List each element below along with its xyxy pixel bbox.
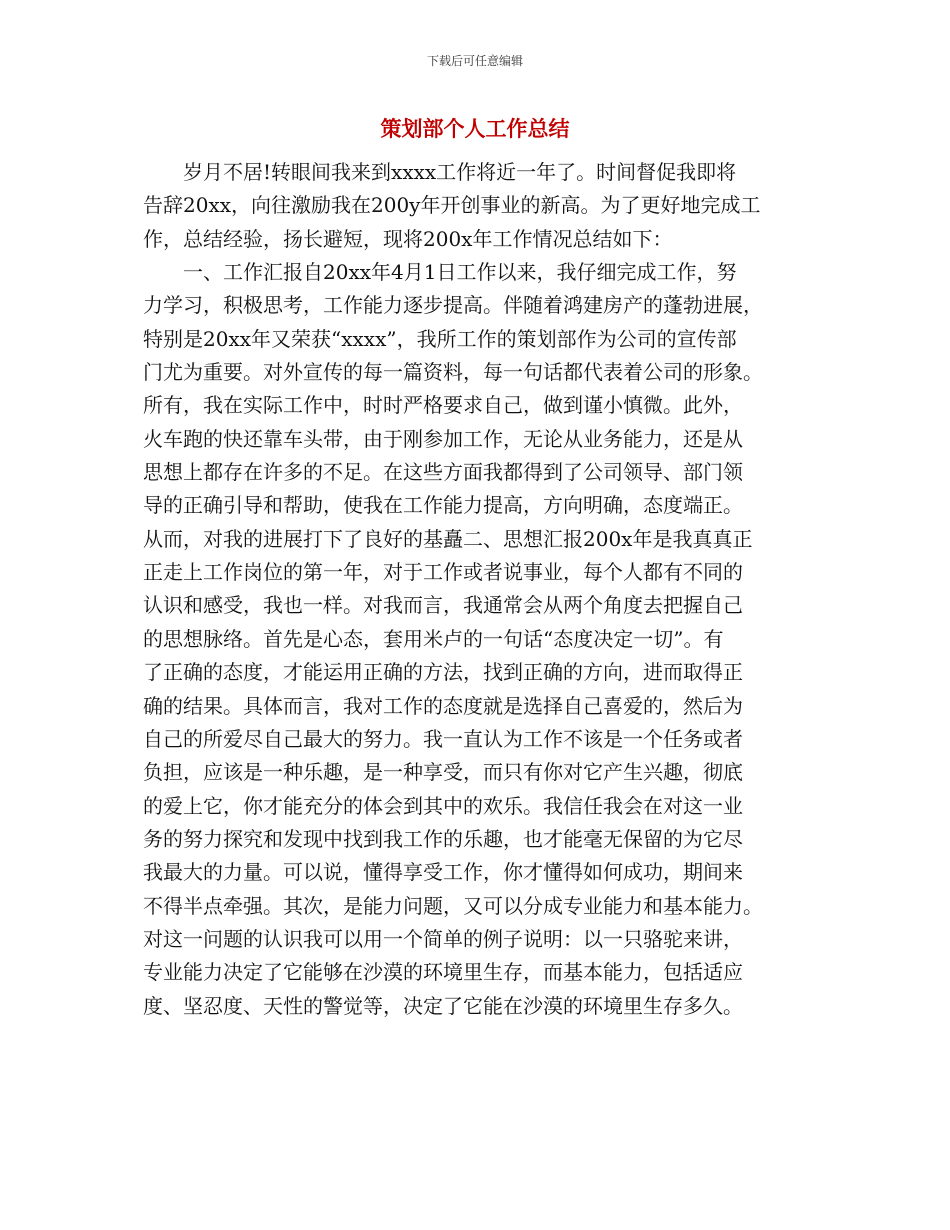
text-line: 专业能力决定了它能够在沙漠的环境里生存，而基本能力，包括适应: [143, 960, 743, 985]
text-line: 告辞20xx，向往激励我在200y年开创事业的新高。为了更好地完成工: [143, 193, 761, 218]
text-line: 门尤为重要。对外宣传的每一篇资料，每一句话都代表着公司的形象。: [143, 360, 763, 385]
text-line: 导的正确引导和帮助，使我在工作能力提高，方向明确，态度端正。: [143, 493, 743, 518]
text-line: 对这一问题的认识我可以用一个简单的例子说明：以一只骆驼来讲，: [143, 926, 743, 951]
text-line: 的爱上它，你才能充分的体会到其中的欢乐。我信任我会在对这一业: [143, 793, 743, 818]
text-line: 思想上都存在许多的不足。在这些方面我都得到了公司领导、部门领: [143, 460, 743, 485]
text-line: 确的结果。具体而言，我对工作的态度就是选择自己喜爱的，然后为: [143, 693, 743, 718]
document-title: 策划部个人工作总结: [380, 116, 570, 141]
text-line: 力学习，积极思考，工作能力逐步提高。伴随着鸿建房产的蓬勃进展，: [143, 293, 763, 318]
text-line: 正走上工作岗位的第一年，对于工作或者说事业，每个人都有不同的: [143, 560, 743, 585]
text-line: 所有，我在实际工作中，时时严格要求自己，做到谨小慎微。此外，: [143, 393, 743, 418]
text-line: 从而，对我的进展打下了良好的基矗二、思想汇报200x年是我真真正: [143, 526, 753, 551]
text-line: 岁月不居!转眼间我来到xxxx工作将近一年了。时间督促我即将: [183, 160, 737, 184]
header-note: 下载后可任意编辑: [426, 54, 523, 68]
text-line: 不得半点牵强。其次，是能力问题，又可以分成专业能力和基本能力。: [143, 893, 763, 918]
text-line: 我最大的力量。可以说，懂得享受工作，你才懂得如何成功，期间来: [143, 860, 743, 885]
text-line: 火车跑的快还靠车头带，由于刚参加工作，无论从业务能力，还是从: [143, 426, 743, 451]
text-line: 务的努力探究和发现中找到我工作的乐趣，也才能毫无保留的为它尽: [143, 826, 743, 851]
text-line: 特别是20xx年又荣获“xxxx”，我所工作的策划部作为公司的宣传部: [143, 326, 737, 351]
text-line: 的思想脉络。首先是心态，套用米卢的一句话“态度决定一切”。有: [143, 626, 724, 651]
document-body: [143, 156, 813, 1023]
text-line: 负担，应该是一种乐趣，是一种享受，而只有你对它产生兴趣，彻底: [143, 760, 743, 785]
text-line: 自己的所爱尽自己最大的努力。我一直认为工作不该是一个任务或者: [143, 726, 743, 751]
text-line: 度、坚忍度、天性的警觉等，决定了它能在沙漠的环境里生存多久。: [143, 993, 743, 1018]
text-line: 作，总结经验，扬长避短，现将200x年工作情况总结如下：: [143, 226, 673, 251]
text-line: 了正确的态度，才能运用正确的方法，找到正确的方向，进而取得正: [143, 660, 743, 685]
text-line: 认识和感受，我也一样。对我而言，我通常会从两个角度去把握自己: [143, 593, 743, 618]
text-line: 一、工作汇报自20xx年4月1日工作以来，我仔细完成工作，努: [183, 260, 737, 285]
